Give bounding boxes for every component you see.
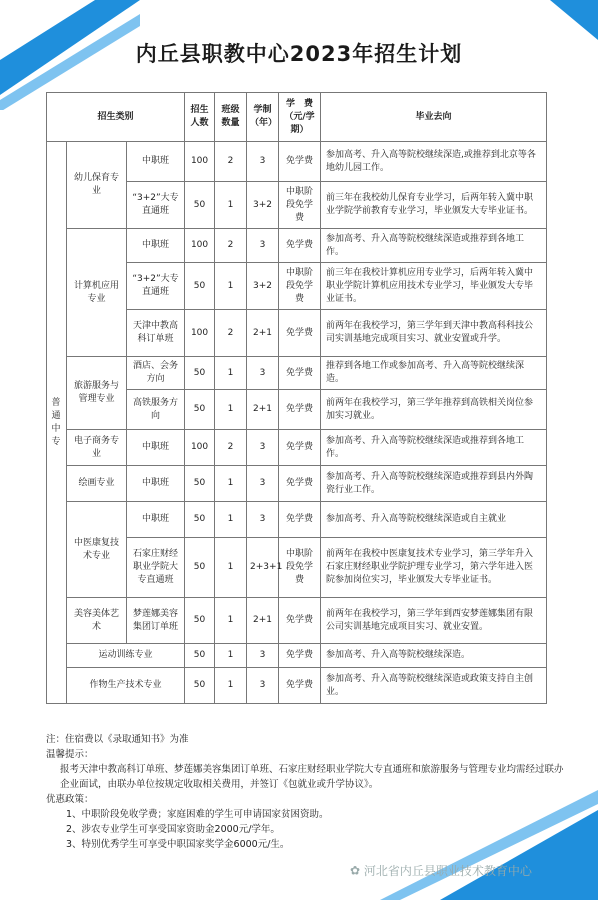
class-type-cell: “3+2”大专直通班	[127, 263, 185, 310]
major-cell: 电子商务专业	[67, 430, 127, 466]
fee-cell: 免学费	[279, 430, 321, 466]
table-row	[47, 598, 547, 644]
years-cell: 2+1	[247, 390, 279, 430]
fee-cell: 免学费	[279, 390, 321, 430]
destination-cell: 参加高考、升入高等院校继续深造,或推荐到北京等各地幼儿园工作。	[321, 142, 547, 182]
classes-cell: 1	[215, 538, 247, 598]
header-fee: 学 费（元/学期）	[279, 93, 321, 142]
destination-cell: 参加高考、升入高等院校继续深造。	[321, 644, 547, 668]
table-row	[47, 502, 547, 538]
class-type-cell: 中职班	[127, 229, 185, 263]
classes-cell: 2	[215, 229, 247, 263]
class-type-cell: “3+2”大专直通班	[127, 182, 185, 229]
enroll-cell: 100	[185, 142, 215, 182]
years-cell: 2+1	[247, 310, 279, 357]
years-cell: 3	[247, 430, 279, 466]
fee-cell: 免学费	[279, 466, 321, 502]
destination-cell: 前两年在我校学习，第三学年到西安梦莲娜集团有限公司实训基地完成项目实习、就业安置。	[321, 598, 547, 644]
class-type-cell: 石家庄财经职业学院大专直通班	[127, 538, 185, 598]
header-destination: 毕业去向	[321, 93, 547, 142]
class-type-cell: 天津中教高科订单班	[127, 310, 185, 357]
page-title: 内丘县职教中心2023年招生计划	[135, 42, 463, 66]
destination-cell: 前两年在我校学习，第三学年推荐到高铁相关岗位参加实习就业。	[321, 390, 547, 430]
years-cell: 3	[247, 466, 279, 502]
classes-cell: 2	[215, 310, 247, 357]
classes-cell: 1	[215, 263, 247, 310]
class-type-cell: 酒店、会务方向	[127, 357, 185, 390]
class-type-cell: 中职班	[127, 430, 185, 466]
years-cell: 3	[247, 229, 279, 263]
enroll-cell: 50	[185, 644, 215, 668]
fee-cell: 中职阶段免学费	[279, 182, 321, 229]
classes-cell: 1	[215, 668, 247, 704]
table-row	[47, 229, 547, 263]
class-type-cell: 梦莲娜美容集团订单班	[127, 598, 185, 644]
enroll-cell: 50	[185, 357, 215, 390]
fee-cell: 免学费	[279, 668, 321, 704]
enroll-cell: 50	[185, 263, 215, 310]
fee-cell: 免学费	[279, 644, 321, 668]
classes-cell: 2	[215, 142, 247, 182]
policy-item: 3、特别优秀学生可享受中职国家奖学金6000元/生。	[66, 839, 290, 850]
classes-cell: 1	[215, 644, 247, 668]
fee-cell: 中职阶段免学费	[279, 538, 321, 598]
enroll-cell: 50	[185, 502, 215, 538]
fee-cell: 免学费	[279, 357, 321, 390]
years-cell: 3+2	[247, 182, 279, 229]
policy-item: 1、中职阶段免收学费；家庭困难的学生可申请国家贫困资助。	[66, 809, 329, 820]
table-row	[47, 466, 547, 502]
classes-cell: 1	[215, 466, 247, 502]
destination-cell: 前两年在我校中医康复技术专业学习，第三学年升入石家庄财经职业学院护理专业学习，第六学年进入医院参加岗位实习，毕业颁发大专毕业证书。	[321, 538, 547, 598]
main-category: 普通中专	[47, 142, 67, 704]
destination-cell: 参加高考、升入高等院校继续深造或推荐到各地工作。	[321, 229, 547, 263]
destination-cell: 前三年在我校计算机应用专业学习，后两年转入冀中职业学院计算机应用技术专业学习，毕业颁发大专毕业证书。	[321, 263, 547, 310]
enroll-cell: 100	[185, 310, 215, 357]
tips-title: 温馨提示：	[46, 749, 94, 760]
major-cell: 作物生产技术专业	[67, 668, 185, 704]
class-type-cell: 中职班	[127, 502, 185, 538]
destination-cell: 推荐到各地工作或参加高考、升入高等院校继续深造。	[321, 357, 547, 390]
header-years: 学制（年）	[247, 93, 279, 142]
classes-cell: 1	[215, 390, 247, 430]
destination-cell: 参加高考、升入高等院校继续深造或推荐到县内外陶瓷行业工作。	[321, 466, 547, 502]
years-cell: 3	[247, 644, 279, 668]
class-type-cell: 中职班	[127, 466, 185, 502]
header-category: 招生类别	[47, 93, 185, 142]
enroll-cell: 50	[185, 598, 215, 644]
class-type-cell: 高铁服务方向	[127, 390, 185, 430]
watermark-text: 河北省内丘县职业技术教育中心	[363, 864, 532, 878]
major-cell: 运动训练专业	[67, 644, 185, 668]
major-cell: 美容美体艺术	[67, 598, 127, 644]
fee-cell: 免学费	[279, 598, 321, 644]
enroll-cell: 50	[185, 668, 215, 704]
class-type-cell: 中职班	[127, 142, 185, 182]
policy-title: 优惠政策：	[46, 794, 94, 805]
classes-cell: 1	[215, 182, 247, 229]
fee-cell: 免学费	[279, 310, 321, 357]
years-cell: 2+1	[247, 598, 279, 644]
table-row	[47, 668, 547, 704]
major-cell: 中医康复技术专业	[67, 502, 127, 598]
enroll-cell: 50	[185, 466, 215, 502]
header-enroll: 招生人数	[185, 93, 215, 142]
table-row	[47, 357, 547, 390]
accommodation-note: 注：住宿费以《录取通知书》为准	[46, 734, 189, 745]
table-header-row	[47, 93, 547, 142]
policy-item: 2、涉农专业学生可享受国家资助金2000元/学年。	[66, 824, 280, 835]
destination-cell: 参加高考、升入高等院校继续深造或推荐到各地工作。	[321, 430, 547, 466]
years-cell: 3+2	[247, 263, 279, 310]
years-cell: 3	[247, 142, 279, 182]
classes-cell: 1	[215, 357, 247, 390]
enrollment-table	[46, 92, 547, 704]
classes-cell: 2	[215, 430, 247, 466]
tips-body: 报考天津中教高科订单班、梦莲娜美容集团订单班、石家庄财经职业学院大专直通班和旅游服务与管理专业均需经过联办企业面试，由联办单位按规定收取相关费用，并签订《包就业或升学协议》。	[60, 764, 564, 790]
major-cell: 计算机应用专业	[67, 229, 127, 357]
watermark	[350, 862, 532, 879]
wechat-icon: ✿	[350, 863, 361, 878]
years-cell: 3	[247, 668, 279, 704]
destination-cell: 前两年在我校学习，第三学年到天津中教高科科技公司实训基地完成项目实习、就业安置或升学。	[321, 310, 547, 357]
destination-cell: 参加高考、升入高等院校继续深造或政策支持自主创业。	[321, 668, 547, 704]
fee-cell: 免学费	[279, 142, 321, 182]
enroll-cell: 100	[185, 430, 215, 466]
major-cell: 旅游服务与管理专业	[67, 357, 127, 430]
major-cell: 绘画专业	[67, 466, 127, 502]
notes-section	[46, 732, 566, 852]
years-cell: 2+3+1	[247, 538, 279, 598]
destination-cell: 前三年在我校幼儿保育专业学习，后两年转入冀中职业学院学前教育专业学习，毕业颁发大专毕业证书。	[321, 182, 547, 229]
fee-cell: 免学费	[279, 229, 321, 263]
fee-cell: 免学费	[279, 502, 321, 538]
fee-cell: 中职阶段免学费	[279, 263, 321, 310]
years-cell: 3	[247, 357, 279, 390]
header-classes: 班级数量	[215, 93, 247, 142]
enroll-cell: 50	[185, 390, 215, 430]
years-cell: 3	[247, 502, 279, 538]
enroll-cell: 50	[185, 538, 215, 598]
enroll-cell: 50	[185, 182, 215, 229]
classes-cell: 1	[215, 502, 247, 538]
table-row	[47, 142, 547, 182]
destination-cell: 参加高考、升入高等院校继续深造或自主就业	[321, 502, 547, 538]
major-cell: 幼儿保育专业	[67, 142, 127, 229]
table-row	[47, 644, 547, 668]
table-row	[47, 430, 547, 466]
classes-cell: 1	[215, 598, 247, 644]
enroll-cell: 100	[185, 229, 215, 263]
